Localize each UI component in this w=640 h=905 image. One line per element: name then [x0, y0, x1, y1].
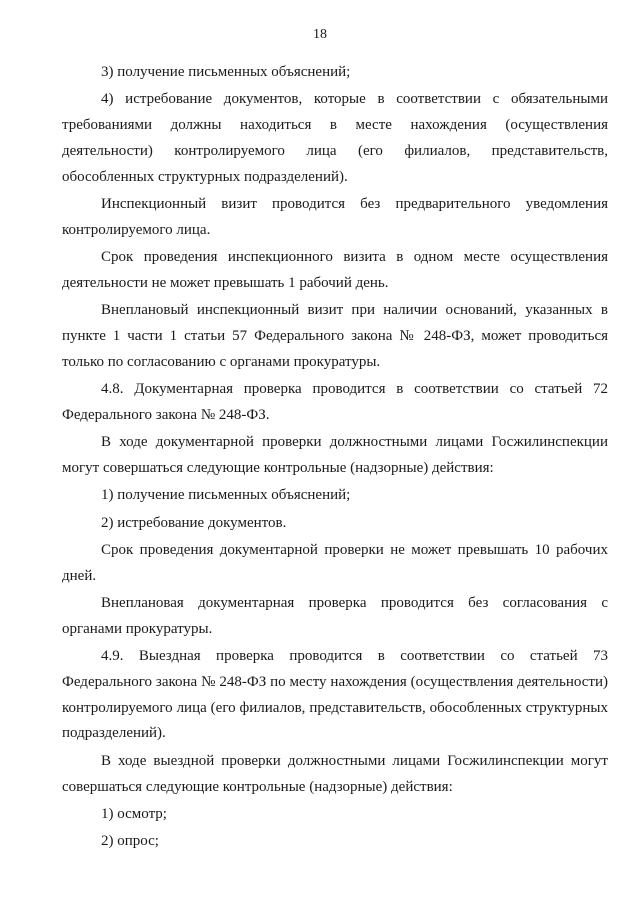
paragraph: 1) получение письменных объяснений;: [101, 487, 351, 504]
paragraph: 4) истребование документов, которые в соответствии с обязательными требованиями должны находиться в месте нахождения (осуществления деятельности) контролируемого лица (его филиалов, представительств, обособленных структурных подразделений).: [62, 91, 608, 185]
paragraph: В ходе документарной проверки должностными лицами Госжилинспекции могут совершаться следующие контрольные (надзорные) действия:: [62, 434, 608, 476]
paragraph: 3) получение письменных объяснений;: [101, 64, 351, 80]
document-body: [62, 60, 608, 855]
paragraph: 1) осмотр;: [101, 805, 167, 822]
paragraph: 4.8. Документарная проверка проводится в соответствии со статьей 72 Федерального закона № 248-ФЗ.: [62, 381, 608, 423]
paragraph: Внеплановая документарная проверка проводится без согласования с органами прокуратуры.: [62, 594, 608, 637]
paragraph: 4.9. Выездная проверка проводится в соответствии со статьей 73 Федерального закона № 248-ФЗ по месту нахождения (осуществления деятельности) контролируемого лица (его филиалов, представительств, обособленных структурных подразделений).: [62, 648, 608, 742]
paragraph: Внеплановый инспекционный визит при наличии оснований, указанных в пункте 1 части 1 статьи 57 Федерального закона № 248-ФЗ, может проводиться только по согласованию с органами прокуратуры.: [62, 302, 608, 370]
paragraph: Срок проведения документарной проверки не может превышать 10 рабочих дней.: [62, 541, 608, 584]
paragraph: В ходе выездной проверки должностными лицами Госжилинспекции могут совершаться следующие контрольные (надзорные) действия:: [62, 752, 608, 795]
paragraph: Инспекционный визит проводится без предварительного уведомления контролируемого лица.: [62, 195, 608, 238]
page-number: 18: [313, 27, 327, 42]
paragraph: 2) опрос;: [101, 833, 159, 850]
paragraph: Срок проведения инспекционного визита в одном месте осуществления деятельности не может превышать 1 рабочий день.: [62, 249, 608, 291]
paragraph: 2) истребование документов.: [101, 514, 287, 531]
